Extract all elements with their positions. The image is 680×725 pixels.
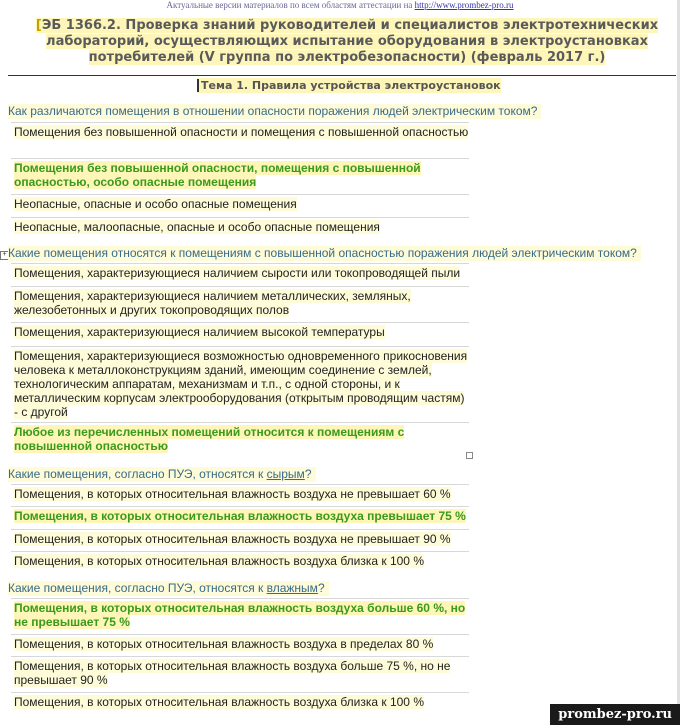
answer-option[interactable]: Неопасные, малоопасные, опасные и особо опасные помещения (11, 217, 469, 234)
title-divider (8, 75, 676, 76)
theme-heading: Тема 1. Правила устройства электроустановок (197, 78, 501, 93)
answer-option[interactable]: Помещения без повышенной опасности и помещения с повышенной опасностью (11, 122, 469, 139)
expand-plus-icon[interactable]: + (0, 251, 9, 260)
question-4: Какие помещения, согласно ПУЭ, относятся к влажным? (8, 581, 329, 596)
watermark: prombez-pro.ru (550, 704, 680, 725)
answer-option[interactable]: Помещения, характеризующиеся наличием высокой температуры (11, 322, 469, 339)
answer-option[interactable]: Помещения, характеризующиеся наличием металлических, земляных, железобетонных и других токопроводящих полов (11, 286, 469, 317)
answer-option[interactable]: Помещения, в которых относительная влажность воздуха не превышает 60 % (11, 484, 469, 501)
answer-option[interactable]: Помещения, в которых относительная влажность воздуха больше 75 %, но не превышает 90 % (11, 656, 469, 687)
document-title: [ЭБ 1366.2. Проверка знаний руководителей и специалистов электротехнических лабораторий, осуществляющих испытание оборудования в электроустановках потребителей (V группа по электробезопасности) (февраль 2017 г.) (35, 18, 659, 65)
question-3: Какие помещения, согласно ПУЭ, относятся к сырым? (8, 467, 316, 482)
top-note (0, 0, 680, 10)
question-2: Какие помещения относятся к помещениям с повышенной опасностью поражения людей электрическим током? (8, 246, 641, 261)
answer-option[interactable]: Помещения, в которых относительная влажность воздуха близка к 100 % (11, 551, 469, 568)
top-note-text: Актуальные версии материалов по всем областям аттестации на (166, 0, 413, 10)
answer-option[interactable]: Помещения, в которых относительная влажность воздуха в пределах 80 % (11, 634, 469, 651)
answer-option[interactable]: Помещения, характеризующиеся возможностью одновременного прикосновения человека к металлоконструкциям зданий, имеющим соединение с землей, технологическим аппаратам, механизмам и т.п., с одной стороны, и к металлическим корпусам электрооборудования (открытым проводящим частям) - с другой (11, 346, 469, 419)
answer-option-correct[interactable]: Помещения, в которых относительная влажность воздуха больше 60 %, но не превышает 75 % (11, 598, 469, 629)
answer-option[interactable]: Помещения, в которых относительная влажность воздуха не превышает 90 % (11, 529, 469, 546)
document-title-text: ЭБ 1366.2. Проверка знаний руководителей и специалистов электротехнических лабораторий, осуществляющих испытание оборудования в электроустановках потребителей (V группа по электробезопасности) (февраль 2017 г.) (41, 18, 659, 65)
answer-option-correct[interactable]: Любое из перечисленных помещений относится к помещениям с повышенной опасностью (11, 422, 469, 453)
answer-option-correct[interactable]: Помещения без повышенной опасности, помещения с повышенной опасностью, особо опасные помещения (11, 158, 469, 189)
site-link[interactable]: http://www.prombez-pro.ru (414, 0, 514, 10)
resize-handle-icon[interactable] (466, 452, 473, 459)
question-1: Как различаются помещения в отношении опасности поражения людей электрическим током? (8, 104, 541, 119)
answer-option[interactable]: Помещения, в которых относительная влажность воздуха близка к 100 % (11, 692, 469, 709)
answer-option[interactable]: Помещения, характеризующиеся наличием сырости или токопроводящей пыли (11, 263, 469, 280)
answer-option[interactable]: Неопасные, опасные и особо опасные помещения (11, 194, 469, 211)
answer-option-correct[interactable]: Помещения, в которых относительная влажность воздуха превышает 75 % (11, 506, 469, 523)
